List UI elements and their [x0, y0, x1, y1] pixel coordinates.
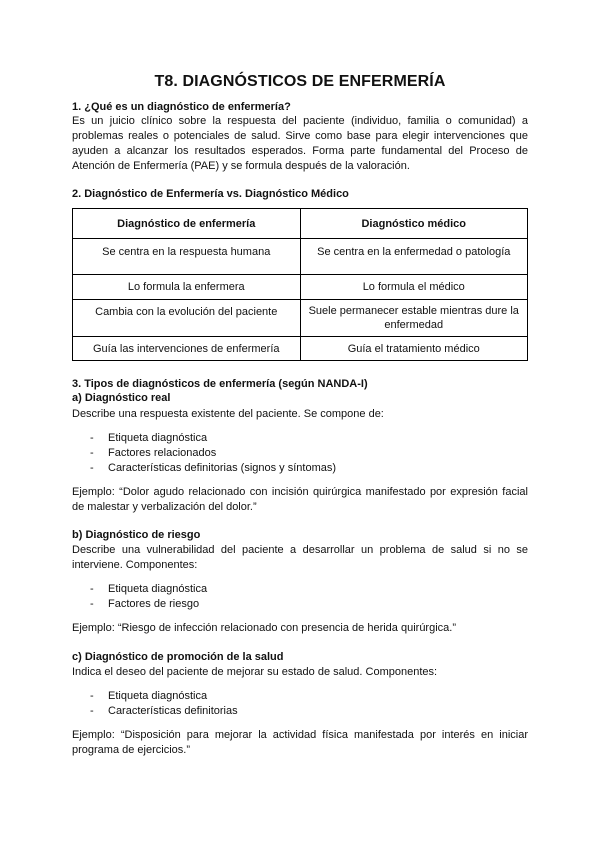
list-item: [72, 597, 528, 612]
list-item: [72, 582, 528, 597]
table-cell: Lo formula la enfermera: [73, 275, 301, 300]
section-2-heading: 2. Diagnóstico de Enfermería vs. Diagnóstico Médico: [72, 188, 349, 200]
page-title: T8. DIAGNÓSTICOS DE ENFERMERÍA: [154, 73, 446, 90]
table-cell: Cambia con la evolución del paciente: [73, 300, 301, 337]
table-row: [73, 275, 528, 300]
subsection-b-heading: b) Diagnóstico de riesgo: [72, 529, 201, 541]
table-row: [73, 337, 528, 361]
subsection-a-list: [72, 431, 528, 476]
comparison-table: [72, 208, 528, 361]
list-item-text: Etiqueta diagnóstica: [108, 583, 208, 595]
list-item: [72, 689, 528, 704]
dash-bullet: -: [90, 447, 94, 459]
table-cell: Suele permanecer estable mientras dure la enfermedad: [300, 300, 528, 337]
table-cell: Guía las intervenciones de enfermería: [73, 337, 301, 361]
subsection-c-heading: c) Diagnóstico de promoción de la salud: [72, 651, 284, 663]
section-1-body: Es un juicio clínico sobre la respuesta del paciente (individuo, familia o comunidad) a problemas reales o potenciales de salud. Sirve como base para elegir intervenciones que ayuden a alcanzar los resultados esperados. Forma parte fundamental del Proceso de Atención de Enfermería (PAE) y se formula después de la valoración.: [72, 115, 528, 172]
list-item-text: Factores de riesgo: [108, 598, 200, 610]
subsection-c-example: Ejemplo: “Disposición para mejorar la actividad física manifestada por interés en iniciar programa de ejercicios.”: [72, 729, 528, 756]
dash-bullet: -: [90, 462, 94, 474]
dash-bullet: -: [90, 690, 94, 702]
table-cell: Se centra en la enfermedad o patología: [300, 239, 528, 275]
list-item-text: Factores relacionados: [108, 447, 217, 459]
subsection-c-list: [72, 689, 528, 719]
subsection-a-intro: Describe una respuesta existente del paciente. Se compone de:: [72, 408, 384, 420]
table-row: [73, 300, 528, 337]
subsection-c-intro: Indica el deseo del paciente de mejorar su estado de salud. Componentes:: [72, 666, 438, 678]
table-cell: Lo formula el médico: [300, 275, 528, 300]
table-cell: Se centra en la respuesta humana: [73, 239, 301, 275]
subsection-b-example: Ejemplo: “Riesgo de infección relacionado con presencia de herida quirúrgica.”: [72, 622, 456, 634]
dash-bullet: -: [90, 705, 94, 717]
list-item-text: Etiqueta diagnóstica: [108, 690, 208, 702]
dash-bullet: -: [90, 432, 94, 444]
list-item-text: Etiqueta diagnóstica: [108, 432, 208, 444]
subsection-b-list: [72, 582, 528, 612]
dash-bullet: -: [90, 583, 94, 595]
document-page: [72, 72, 528, 758]
dash-bullet: -: [90, 598, 94, 610]
list-item-text: Características definitorias (signos y síntomas): [108, 462, 337, 474]
subsection-b-intro: Describe una vulnerabilidad del paciente a desarrollar un problema de salud si no se interviene. Componentes:: [72, 544, 528, 571]
list-item: [72, 704, 528, 719]
table-header-nursing: Diagnóstico de enfermería: [73, 209, 301, 239]
subsection-a-example: Ejemplo: “Dolor agudo relacionado con incisión quirúrgica manifestado por expresión facial de malestar y verbalización del dolor.”: [72, 486, 528, 513]
table-row: [73, 239, 528, 275]
table-header-row: [73, 209, 528, 239]
table-cell: Guía el tratamiento médico: [300, 337, 528, 361]
list-item: [72, 431, 528, 446]
list-item: [72, 446, 528, 461]
section-1-heading: 1. ¿Qué es un diagnóstico de enfermería?: [72, 101, 291, 113]
table-header-medical: Diagnóstico médico: [300, 209, 528, 239]
subsection-a-heading: a) Diagnóstico real: [72, 392, 171, 404]
section-3-heading: 3. Tipos de diagnósticos de enfermería (según NANDA-I): [72, 378, 368, 390]
list-item-text: Características definitorias: [108, 705, 238, 717]
list-item: [72, 461, 528, 476]
